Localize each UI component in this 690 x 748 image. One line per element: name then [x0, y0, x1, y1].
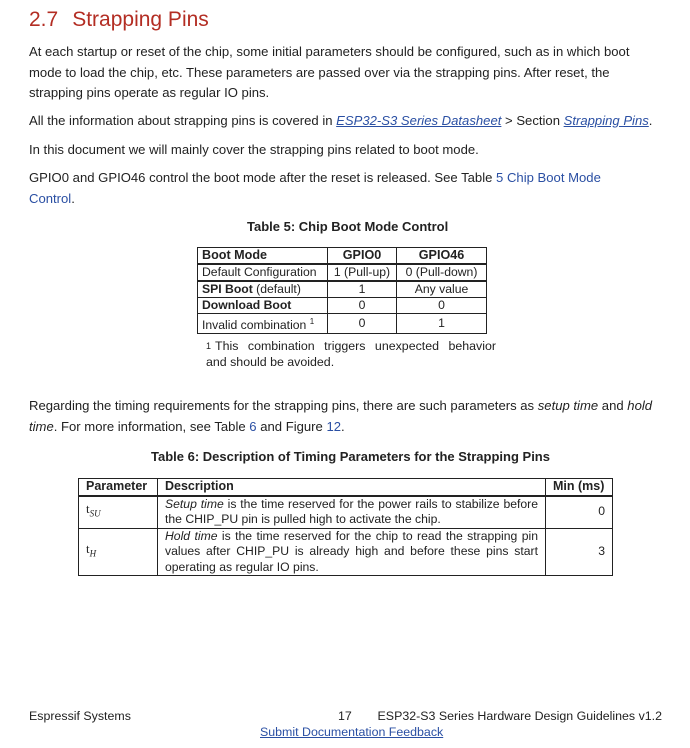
- header-gpio0: GPIO0: [328, 248, 397, 265]
- cell-min: 3: [546, 528, 613, 576]
- parameter-subscript: SU: [89, 509, 101, 520]
- footnote-text: This combination triggers unexpected behavior and should be avoided.: [206, 339, 496, 369]
- paragraph-text: GPIO0 and GPIO46 control the boot mode after the reset is released. See Table: [29, 170, 497, 185]
- paragraph-text: and Figure: [256, 418, 327, 434]
- header-min: Min (ms): [546, 479, 613, 496]
- boot-mode-name: Download Boot: [202, 298, 292, 312]
- footer-company: Espressif Systems: [29, 709, 131, 723]
- paragraph-text: Regarding the timing requirements for the strapping pins, there are such parameters as: [29, 398, 538, 413]
- cell-boot-mode: [198, 281, 328, 298]
- paragraph-text: .: [71, 190, 75, 206]
- cell-default-gpio46: 0 (Pull-down): [397, 264, 487, 281]
- paragraph-datasheet-ref: [29, 111, 669, 132]
- emphasis-hold-time: hold time: [29, 398, 653, 434]
- section-number: 2.7: [29, 8, 59, 31]
- paragraph-text: > Section: [501, 113, 564, 128]
- paragraph-intro: At each startup or reset of the chip, some initial parameters should be configured, such as in which boot mode to load the chip, etc. These parameters are passed over via the strapping pins. After reset, the strapping pins operate as regular IO pins.: [29, 44, 630, 100]
- table6-link[interactable]: 6: [249, 418, 257, 434]
- boot-mode-note: (default): [252, 282, 301, 296]
- section-title: Strapping Pins: [72, 8, 209, 31]
- table5-footnote: [206, 338, 496, 370]
- paragraph-text: All the information about strapping pins is covered in: [29, 113, 337, 128]
- footnote-ref: 1: [309, 317, 315, 326]
- header-description: Description: [158, 479, 546, 496]
- footer-page-number: 17: [338, 709, 352, 723]
- cell-gpio46: 1: [397, 314, 487, 334]
- header-gpio46: GPIO46: [397, 248, 487, 265]
- description-text: is the time reserved for the chip to read the strapping pin values after CHIP_PU is already high and before these pins start operating as regular IO pins.: [165, 528, 538, 574]
- table5-caption: Table 5: Chip Boot Mode Control: [247, 219, 449, 234]
- cell-gpio0: 1: [328, 281, 397, 298]
- cell-description: [158, 496, 546, 529]
- paragraph-text: .: [341, 418, 345, 434]
- cell-gpio46: 0: [397, 298, 487, 314]
- table5-link[interactable]: 5 Chip Boot Mode Control: [29, 170, 601, 206]
- boot-mode-table: [197, 247, 487, 334]
- boot-mode-note: Invalid combination: [202, 318, 307, 333]
- footer-doc-title: ESP32-S3 Series Hardware Design Guidelines v1.2: [377, 709, 662, 723]
- description-term: Hold time: [165, 528, 218, 543]
- paragraph-scope: In this document we will mainly cover the strapping pins related to boot mode.: [29, 142, 479, 157]
- parameter-symbol: t: [86, 501, 90, 517]
- cell-boot-mode: [198, 314, 328, 334]
- submit-feedback-link[interactable]: Submit Documentation Feedback: [260, 725, 444, 739]
- paragraph-text: and: [598, 398, 628, 413]
- cell-parameter: [79, 528, 158, 576]
- table-row: [198, 314, 487, 334]
- figure12-link[interactable]: 12: [326, 418, 342, 434]
- cell-gpio0: 0: [328, 314, 397, 334]
- table-row: [198, 281, 487, 298]
- table-row: [79, 528, 613, 576]
- timing-parameters-table: [78, 478, 613, 576]
- section-heading: [29, 8, 209, 32]
- parameter-symbol: t: [86, 541, 90, 557]
- parameter-subscript: H: [89, 548, 97, 559]
- table-header-row: [198, 248, 487, 265]
- cell-description: [158, 528, 546, 576]
- datasheet-link[interactable]: ESP32-S3 Series Datasheet: [336, 113, 502, 128]
- header-parameter: Parameter: [79, 479, 158, 496]
- table-header-row: [79, 479, 613, 496]
- boot-mode-name: SPI Boot: [202, 282, 253, 296]
- footnote-mark: 1: [206, 341, 212, 351]
- cell-parameter: [79, 496, 158, 529]
- cell-gpio46: Any value: [397, 281, 487, 298]
- emphasis-setup-time: setup time: [537, 398, 599, 413]
- header-boot-mode: Boot Mode: [198, 248, 328, 265]
- table-row: [79, 496, 613, 529]
- cell-default-config: Default Configuration: [198, 264, 328, 281]
- table-row-default: [198, 264, 487, 281]
- paragraph-boot-mode: [29, 168, 609, 209]
- table6-caption: Table 6: Description of Timing Parameters for the Strapping Pins: [151, 449, 550, 464]
- cell-min: 0: [546, 496, 613, 529]
- cell-gpio0: 0: [328, 298, 397, 314]
- cell-boot-mode: [198, 298, 328, 314]
- description-text: is the time reserved for the power rails to stabilize before the CHIP_PU pin is pulled high to activate the chip.: [165, 496, 538, 526]
- strapping-pins-link[interactable]: Strapping Pins: [563, 113, 649, 128]
- table-row: [198, 298, 487, 314]
- description-term: Setup time: [165, 496, 224, 511]
- cell-default-gpio0: 1 (Pull-up): [328, 264, 397, 281]
- paragraph-text: . For more information, see Table: [53, 418, 250, 434]
- paragraph-timing: [29, 396, 665, 437]
- paragraph-text: .: [648, 113, 653, 128]
